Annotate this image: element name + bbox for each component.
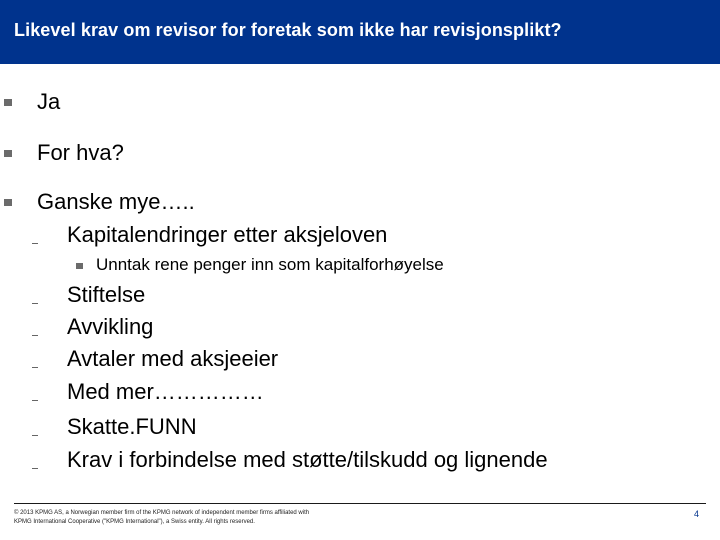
- square-bullet-icon: [4, 99, 12, 106]
- sub-bullet-text: Med mer……………: [67, 379, 264, 404]
- square-bullet-icon: [4, 150, 12, 157]
- footer-line-2: KPMG International Cooperative ("KPMG International"), a Swiss entity. All rights reserved.: [14, 519, 255, 525]
- bullet-text: For hva?: [37, 140, 124, 165]
- footer-copyright: [14, 509, 309, 527]
- page-number: 4: [694, 509, 700, 519]
- dash-bullet-icon: [32, 367, 38, 368]
- dash-bullet-icon: [32, 468, 38, 469]
- sub-bullet-text: Kapitalendringer etter aksjeloven: [67, 222, 388, 247]
- sub-bullet-text: Krav i forbindelse med støtte/tilskudd og lignende: [67, 447, 548, 472]
- sub-bullet-text: Avtaler med aksjeeier: [67, 346, 279, 371]
- sub-bullet-text: Stiftelse: [67, 282, 146, 307]
- dash-bullet-icon: [32, 435, 38, 436]
- sub-bullet-text: Skatte.FUNN: [67, 414, 197, 439]
- sub-sub-bullet-text: Unntak rene penger inn som kapitalforhøyelse: [96, 255, 444, 274]
- square-bullet-icon: [4, 199, 12, 206]
- title-bar: [0, 0, 720, 64]
- dash-bullet-icon: [32, 335, 38, 336]
- footer-divider: [14, 503, 706, 504]
- footer-line-1: © 2013 KPMG AS, a Norwegian member firm of the KPMG network of independent member firms affiliated with: [14, 510, 310, 516]
- sub-bullet-text: Avvikling: [67, 314, 154, 339]
- dash-bullet-icon: [32, 303, 38, 304]
- dash-bullet-icon: [32, 400, 38, 401]
- slide-title: Likevel krav om revisor for foretak som ikke har revisjonsplikt?: [14, 20, 562, 40]
- square-bullet-icon: [76, 263, 83, 269]
- bullet-text: Ganske mye…..: [37, 189, 195, 214]
- dash-bullet-icon: [32, 243, 38, 244]
- bullet-text: Ja: [37, 89, 61, 114]
